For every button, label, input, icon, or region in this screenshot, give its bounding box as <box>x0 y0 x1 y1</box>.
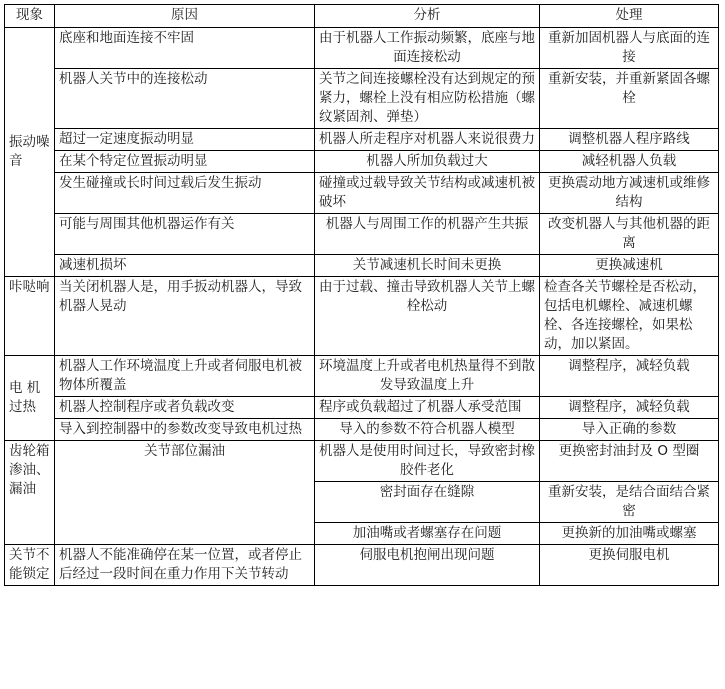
analysis-cell: 密封面存在缝隙 <box>315 482 540 523</box>
analysis-cell: 程序或负载超过了机器人承受范围 <box>315 397 540 419</box>
cause-cell: 发生碰撞或长时间过载后发生振动 <box>55 173 315 214</box>
header-cause: 原因 <box>55 5 315 28</box>
table-row <box>5 397 719 419</box>
analysis-cell: 机器人与周围工作的机器产生共振 <box>315 214 540 255</box>
table-row <box>5 151 719 173</box>
treatment-cell: 检查各关节螺栓是否松动，包括电机螺栓、减速机螺栓、各连接螺栓，如果松动，加以紧固。 <box>540 277 719 356</box>
treatment-cell: 重新安装，是结合面结合紧密 <box>540 482 719 523</box>
analysis-cell: 关节之间连接螺栓没有达到规定的预紧力，螺栓上没有相应防松措施（螺纹紧固剂、弹垫） <box>315 69 540 129</box>
treatment-cell: 更换新的加油嘴或螺塞 <box>540 523 719 545</box>
treatment-cell: 重新加固机器人与底面的连接 <box>540 28 719 69</box>
cause-cell: 可能与周围其他机器运作有关 <box>55 214 315 255</box>
cause-cell: 超过一定速度振动明显 <box>55 129 315 151</box>
analysis-cell: 由于机器人工作振动频繁，底座与地面连接松动 <box>315 28 540 69</box>
analysis-cell: 环境温度上升或者电机热量得不到散发导致温度上升 <box>315 356 540 397</box>
phenomenon-cell: 关节不能锁定 <box>5 545 55 586</box>
header-row <box>5 5 719 28</box>
treatment-cell: 重新安装，并重新紧固各螺栓 <box>540 69 719 129</box>
header-phenomenon: 现象 <box>5 5 55 28</box>
analysis-cell: 伺服电机抱闸出现问题 <box>315 545 540 586</box>
treatment-cell: 减轻机器人负载 <box>540 151 719 173</box>
phenomenon-cell: 电 机过热 <box>5 356 55 441</box>
treatment-cell: 更换密封油封及 O 型圈 <box>540 441 719 482</box>
table-row <box>5 356 719 397</box>
cause-cell: 机器人不能准确停在某一位置，或者停止后经过一段时间在重力作用下关节转动 <box>55 545 315 586</box>
cause-cell: 导入到控制器中的参数改变导致电机过热 <box>55 419 315 441</box>
analysis-cell: 机器人所加负载过大 <box>315 151 540 173</box>
treatment-cell: 更换减速机 <box>540 255 719 277</box>
cause-cell: 机器人工作环境温度上升或者伺服电机被物体所覆盖 <box>55 356 315 397</box>
cause-cell: 当关闭机器人是，用手扳动机器人，导致机器人晃动 <box>55 277 315 356</box>
cause-cell: 关节部位漏油 <box>55 441 315 545</box>
table-row <box>5 173 719 214</box>
analysis-cell: 机器人所走程序对机器人来说很费力 <box>315 129 540 151</box>
table-row <box>5 28 719 69</box>
header-treatment: 处理 <box>540 5 719 28</box>
analysis-cell: 导入的参数不符合机器人模型 <box>315 419 540 441</box>
treatment-cell: 更换伺服电机 <box>540 545 719 586</box>
header-analysis: 分析 <box>315 5 540 28</box>
table-row <box>5 255 719 277</box>
table-row <box>5 545 719 586</box>
phenomenon-cell: 振动噪音 <box>5 28 55 277</box>
treatment-cell: 调整程序，减轻负载 <box>540 397 719 419</box>
table-row <box>5 419 719 441</box>
table-row <box>5 214 719 255</box>
cause-cell: 机器人控制程序或者负载改变 <box>55 397 315 419</box>
cause-cell: 减速机损坏 <box>55 255 315 277</box>
cause-cell: 在某个特定位置振动明显 <box>55 151 315 173</box>
phenomenon-cell: 齿轮箱渗油、漏油 <box>5 441 55 545</box>
treatment-cell: 调整机器人程序路线 <box>540 129 719 151</box>
table-row <box>5 277 719 356</box>
table-row <box>5 441 719 482</box>
analysis-cell: 机器人是使用时间过长，导致密封橡胶件老化 <box>315 441 540 482</box>
table-row <box>5 69 719 129</box>
analysis-cell: 加油嘴或者螺塞存在问题 <box>315 523 540 545</box>
treatment-cell: 导入正确的参数 <box>540 419 719 441</box>
treatment-cell: 调整程序，减轻负载 <box>540 356 719 397</box>
analysis-cell: 由于过载、撞击导致机器人关节上螺栓松动 <box>315 277 540 356</box>
cause-cell: 机器人关节中的连接松动 <box>55 69 315 129</box>
fault-table <box>4 4 719 586</box>
table-row <box>5 129 719 151</box>
treatment-cell: 改变机器人与其他机器的距离 <box>540 214 719 255</box>
analysis-cell: 关节减速机长时间未更换 <box>315 255 540 277</box>
analysis-cell: 碰撞或过载导致关节结构或减速机被破坏 <box>315 173 540 214</box>
treatment-cell: 更换震动地方减速机或维修结构 <box>540 173 719 214</box>
phenomenon-cell: 咔哒响 <box>5 277 55 356</box>
cause-cell: 底座和地面连接不牢固 <box>55 28 315 69</box>
